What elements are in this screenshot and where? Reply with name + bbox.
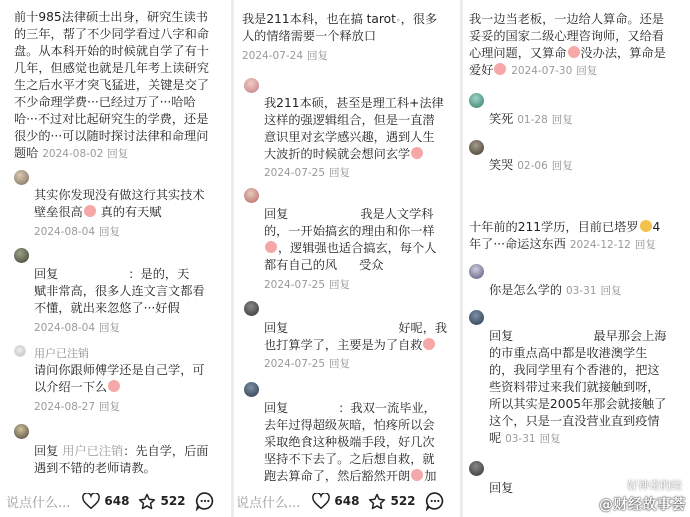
comment-meta (505, 433, 565, 445)
comment-button[interactable] (195, 491, 219, 511)
favorite-button[interactable] (368, 493, 415, 510)
avatar[interactable] (244, 188, 259, 203)
comment-text (489, 282, 626, 300)
comment-text-part: 心理问题，又算命 (469, 46, 567, 60)
comment-text (489, 430, 565, 448)
comment-text-part: 受众 (359, 258, 384, 272)
reply-button[interactable]: 回复 (634, 239, 656, 251)
comment-text (264, 206, 434, 223)
comment-meta (34, 224, 124, 239)
comment-text (469, 219, 660, 236)
comment-icon (425, 491, 445, 511)
comment-text-part: 十年前的211学历，目前已塔罗 (469, 220, 639, 234)
comment-text: 这个，只是一直没营业直到疫情 (489, 414, 660, 428)
comment-text-part: 我是211本科，也在搞 tarot (242, 12, 396, 26)
avatar[interactable] (244, 301, 259, 316)
avatar[interactable] (14, 424, 29, 439)
comment-text (34, 204, 162, 221)
blush-emoji-icon (423, 338, 435, 350)
comment-date: 2024-08-27 (34, 401, 96, 413)
comment-text: 所以其实是2005年那会就接触了 (489, 397, 667, 411)
comment-text-part: 年了···命运这东西 (469, 237, 566, 251)
comment-text-part: 笑死 (489, 112, 514, 126)
comment-text (14, 145, 132, 163)
blush-emoji-icon (411, 469, 423, 481)
comment-date: 2024-08-04 (34, 226, 96, 238)
comment-text: 我一边当老板，一边给人算命。还是 (469, 12, 664, 26)
grin-emoji-icon (640, 220, 652, 232)
comment-text (34, 266, 189, 283)
comment-date: 2024-08-04 (34, 322, 96, 334)
comment-text-tail: 题哈 (14, 146, 39, 160)
comment-meta (264, 277, 354, 292)
reply-button[interactable]: 回复 (307, 50, 329, 62)
reply-button[interactable]: 回复 (539, 433, 561, 445)
reply-button[interactable]: 回复 (99, 322, 121, 334)
comment-text: 意识里对玄学感兴趣，遇到人生 (264, 130, 435, 144)
comment-text (489, 328, 667, 345)
avatar[interactable] (469, 264, 484, 279)
comment-text-part: 4 (652, 220, 661, 234)
comment-column-1 (0, 0, 231, 517)
comment-text-part: 最早那会上海 (593, 329, 667, 343)
comment-text (264, 337, 436, 354)
favorite-count: 522 (160, 494, 186, 508)
reply-button[interactable]: 回复 (99, 226, 121, 238)
comment-text: 遇到不错的老师请教。 (34, 461, 156, 475)
star-icon (138, 493, 156, 510)
comment-text: 请问你跟师傅学还是自己学，可 (34, 363, 205, 377)
comment-text: 人的情绪需要一个释放口 (242, 29, 377, 43)
comment-date: 03-31 (505, 433, 536, 445)
comment-text: 哈···不过对比起研究生的学费，还是 (14, 112, 209, 126)
comment-text-part: ：我双一流毕业， (338, 401, 436, 415)
comment-text-part: 以介绍一下么 (34, 380, 108, 394)
comment-text: 的市重点高中都是收港澳学生 (489, 346, 648, 360)
reply-prefix: 回复 (264, 401, 289, 415)
comment-meta (264, 356, 354, 371)
comment-text (264, 240, 436, 257)
reply-prefix: 回复 (34, 444, 59, 458)
avatar[interactable] (14, 345, 26, 357)
reply-prefix: 回复 (489, 329, 514, 343)
comment-meta (511, 65, 601, 77)
comment-column-2 (234, 0, 460, 517)
comment-text: 前十985法律硕士出身，研究生读书 (14, 10, 208, 24)
comment-date: 2024-07-25 (264, 358, 326, 370)
heart-icon (312, 493, 330, 509)
comment-text-part: ，逻辑强也适合搞玄，每个人 (278, 241, 437, 255)
comment-meta (34, 399, 124, 414)
avatar[interactable] (469, 140, 484, 155)
comment-text: 不懂，就出来忽悠了···好假 (34, 301, 180, 315)
comment-text-part: ，很多 (400, 12, 438, 26)
comment-text-part: 你是怎么学的 (489, 283, 563, 297)
comment-date: 01-28 (517, 114, 548, 126)
comment-date: 2024-07-24 (242, 50, 304, 62)
like-button[interactable] (82, 493, 129, 509)
comment-text (264, 146, 424, 163)
comment-text: 的，一开始搞玄的理由和你一样 (264, 224, 435, 238)
comment-text-part: 壁垒很高 (34, 205, 83, 219)
comment-text-part: 加 (424, 469, 437, 483)
comment-meta (264, 165, 354, 180)
comment-meta (566, 285, 626, 297)
comment-text (34, 379, 121, 396)
like-count: 648 (334, 494, 360, 508)
blush-emoji-icon (411, 147, 423, 159)
comment-text: 盘。从本科开始的时候就自学了有十 (14, 44, 209, 58)
comment-date: 2024-12-12 (569, 239, 631, 251)
blush-emoji-icon (84, 205, 96, 217)
comment-text (469, 62, 601, 80)
comment-text: 采取绝食这种极端手段，好几次 (264, 435, 435, 449)
comment-text: 的，我同学里有个香港的，把这 (489, 363, 660, 377)
blush-emoji-icon (108, 380, 120, 392)
comment-text-part: 笑哭 (489, 158, 514, 172)
comment-text-part: 好呢，我 (398, 321, 448, 335)
comment-text: 坚持不下去了。之后想自救，就 (264, 452, 435, 466)
comment-text: 几年，但感觉也就是几年考上读研究 (14, 61, 209, 75)
like-count: 648 (104, 494, 130, 508)
comment-text (489, 111, 577, 129)
reply-button[interactable]: 回复 (551, 160, 573, 172)
avatar[interactable] (469, 93, 484, 108)
comment-text: 这样的强逻辑组合，但是一直潜 (264, 113, 435, 127)
reply-button[interactable]: 回复 (329, 279, 351, 291)
comment-text: 妥妥的国家二级心理咨询师，又给看 (469, 29, 664, 43)
comment-text (489, 157, 577, 175)
reply-button[interactable]: 回复 (329, 167, 351, 179)
comment-text-part: 跑去算命了，然后豁然开朗 (264, 469, 411, 483)
comment-text-part: 都有自己的风 (264, 258, 338, 272)
avatar[interactable] (244, 78, 259, 93)
avatar[interactable] (14, 170, 29, 185)
comment-text-part: 真的有天赋 (100, 205, 162, 219)
reply-prefix: 回复 (264, 321, 289, 335)
comment-text (264, 400, 436, 417)
like-button[interactable] (312, 493, 359, 509)
comment-text: 赋非常高，很多人连文言文都看 (34, 284, 205, 298)
comment-text: 其实你发现没有做这行其实技术 (34, 188, 205, 202)
overlay-text: 好神奇的经 (627, 479, 682, 492)
reply-button[interactable]: 回复 (600, 285, 622, 297)
comment-button[interactable] (425, 491, 449, 511)
comment-text-part: 我是人文学科 (360, 207, 434, 221)
reply-button[interactable]: 回复 (576, 65, 598, 77)
comment-meta (517, 114, 577, 126)
comment-action-bar (234, 485, 460, 517)
avatar[interactable] (469, 310, 484, 325)
comment-text: 很少的···可以随时探讨法律和命理问 (14, 129, 209, 143)
username[interactable]: 用户已注销 (34, 347, 89, 360)
comment-meta (42, 148, 132, 160)
reply-button[interactable]: 回复 (551, 114, 573, 126)
comment-meta (242, 48, 332, 63)
comment-text (469, 45, 666, 62)
blush-emoji-icon (568, 46, 580, 58)
comment-text (264, 257, 384, 274)
comment-meta (517, 160, 577, 172)
heart-icon (82, 493, 100, 509)
comment-text-part: 大波折的时候就会想问玄学 (264, 147, 411, 161)
tarot-symbol-icon: ◦ (395, 16, 401, 25)
comment-date: 2024-08-02 (42, 148, 104, 160)
comment-text (264, 468, 436, 485)
favorite-button[interactable] (138, 493, 185, 510)
comment-action-bar (0, 485, 231, 517)
comment-text (264, 320, 447, 337)
comment-date: 03-31 (566, 285, 597, 297)
comment-meta (570, 239, 660, 251)
comment-text-part: 呢 (489, 431, 502, 445)
comment-text: 我211本硕，甚至是理工科+法律 (264, 96, 444, 110)
avatar[interactable] (469, 461, 484, 476)
comment-text-part: ：先自学，后面 (123, 444, 209, 458)
comment-meta (34, 320, 124, 335)
reply-button[interactable]: 回复 (107, 148, 129, 160)
comment-text (34, 443, 209, 460)
comment-date: 02-06 (517, 160, 548, 172)
comment-text: 去年过得超级灰暗，怕疼所以会 (264, 418, 435, 432)
comment-column-3 (463, 0, 690, 517)
comment-input[interactable]: 说点什么... (236, 495, 301, 511)
comment-text: 的三年，帮了不少同学看过八字和命 (14, 27, 209, 41)
comment-icon (195, 491, 215, 511)
reply-prefix: 回复 (34, 267, 59, 281)
reply-prefix: 回复 (264, 207, 289, 221)
mentioned-username[interactable]: 用户已注销 (62, 444, 124, 458)
star-icon (368, 493, 386, 510)
favorite-count: 522 (390, 494, 416, 508)
comment-text: 些资料带过来我们就接触到呀， (489, 380, 660, 394)
comment-text: 不少命理学费···已经过万了···哈哈 (14, 95, 196, 109)
comment-text (469, 236, 660, 254)
avatar[interactable] (244, 382, 259, 397)
comment-text: 生之后水平才突飞猛进，关键是交了 (14, 78, 209, 92)
comment-text: 回复 (489, 481, 514, 495)
watermark: @财经故事荟 (599, 497, 686, 513)
comment-text (242, 11, 437, 30)
blush-emoji-icon (494, 63, 506, 75)
comment-text-part: 没办法，算命是 (580, 46, 666, 60)
comment-text-part: 也打算学了，主要是为了自救 (264, 338, 423, 352)
comment-date: 2024-07-30 (511, 65, 573, 77)
comment-input[interactable]: 说点什么... (6, 495, 71, 511)
reply-button[interactable]: 回复 (99, 401, 121, 413)
avatar[interactable] (14, 248, 29, 263)
comment-text-part: 爱好 (469, 63, 494, 77)
comment-date: 2024-07-25 (264, 167, 326, 179)
comment-text-part: ：是的，天 (128, 267, 190, 281)
reply-button[interactable]: 回复 (329, 358, 351, 370)
blush-emoji-icon (265, 241, 277, 253)
comment-date: 2024-07-25 (264, 279, 326, 291)
